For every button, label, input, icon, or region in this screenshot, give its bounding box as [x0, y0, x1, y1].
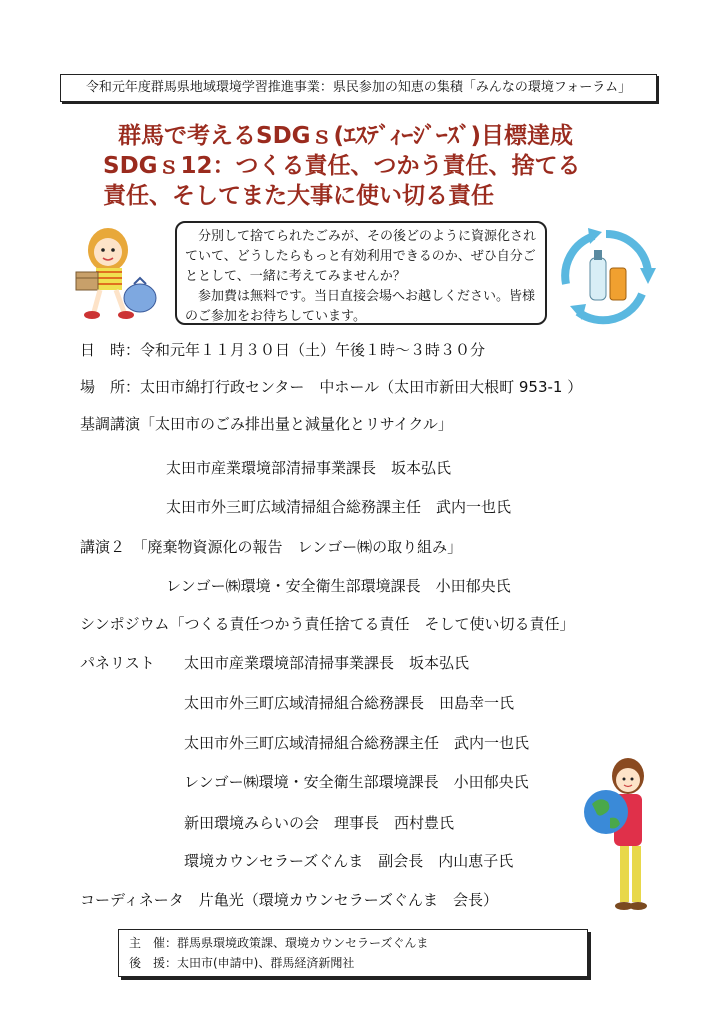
lecture2-speaker: レンゴー㈱環境・安全衛生部環境課長 小田郁央氏: [166, 577, 511, 595]
footer-credits-box: [118, 929, 588, 977]
support-line: 後 援：太田市(申請中)、群馬経済新聞社: [129, 956, 355, 970]
panelist-label: パネリスト: [80, 654, 155, 672]
keynote-title: 基調講演「太田市のごみ排出量と減量化とリサイクル」: [80, 415, 453, 433]
panelist-item: 環境カウンセラーズぐんま 副会長 内山恵子氏: [184, 852, 514, 870]
recycle-bottles-icon: [556, 228, 656, 326]
panelist-item: レンゴー㈱環境・安全衛生部環境課長 小田郁央氏: [184, 773, 529, 791]
event-venue: 場 所：太田市綿打行政センター 中ホール（太田市新田大根町 953-1 ）: [80, 378, 583, 396]
panelist-item: 太田市外三町広域清掃組合総務課主任 武内一也氏: [184, 734, 530, 752]
coordinator: コーディネータ 片亀光（環境カウンセラーズぐんま 会長）: [80, 891, 499, 909]
panelist-item: 太田市産業環境部清掃事業課長 坂本弘氏: [184, 654, 470, 672]
keynote-speaker-1: 太田市産業環境部清掃事業課長 坂本弘氏: [166, 459, 452, 477]
keynote-speaker-2: 太田市外三町広域清掃組合総務課主任 武内一也氏: [166, 498, 512, 516]
title-line-3: 責任、そしてまた大事に使い切る責任: [103, 183, 494, 209]
notice-box: [175, 221, 547, 325]
lecture2-title: 講演２ 「廃棄物資源化の報告 レンゴー㈱の取り組み」: [80, 538, 463, 556]
notice-paragraph-2: 参加費は無料です。当日直接会場へお越しください。皆様のご参加をお待ちしています。: [185, 289, 535, 324]
organizer-line: 主 催：群馬県環境政策課、環境カウンセラーズぐんま: [129, 936, 429, 950]
panelist-item: 新田環境みらいの会 理事長 西村豊氏: [184, 814, 455, 832]
title-line-1: 群馬で考えるSDGｓ(ｴｽﾃﾞｨｰｼﾞｰｽﾞ)目標達成: [118, 123, 574, 149]
event-series-header: 令和元年度群馬県地域環境学習推進事業：県民参加の知恵の集積「みんなの環境フォーラム」: [60, 74, 657, 102]
symposium-title: シンポジウム「つくる責任つかう責任捨てる責任 そして使い切る責任」: [80, 615, 575, 633]
panelist-item: 太田市外三町広域清掃組合総務課長 田島幸一氏: [184, 694, 515, 712]
woman-holding-globe-illustration: [578, 756, 660, 918]
notice-paragraph-1: 分別して捨てられたごみが、その後どのように資源化されていて、どうしたらもっと有効利用できるのか、ぜひ自分ごととして、一緒に考えてみませんか？: [185, 229, 537, 284]
event-datetime: 日 時：令和元年１１月３０日（土）午後１時～３時３０分: [80, 341, 486, 359]
girl-carrying-trash-illustration: [68, 220, 168, 325]
title-line-2: SDGｓ12：つくる責任、つかう責任、捨てる: [103, 153, 581, 179]
